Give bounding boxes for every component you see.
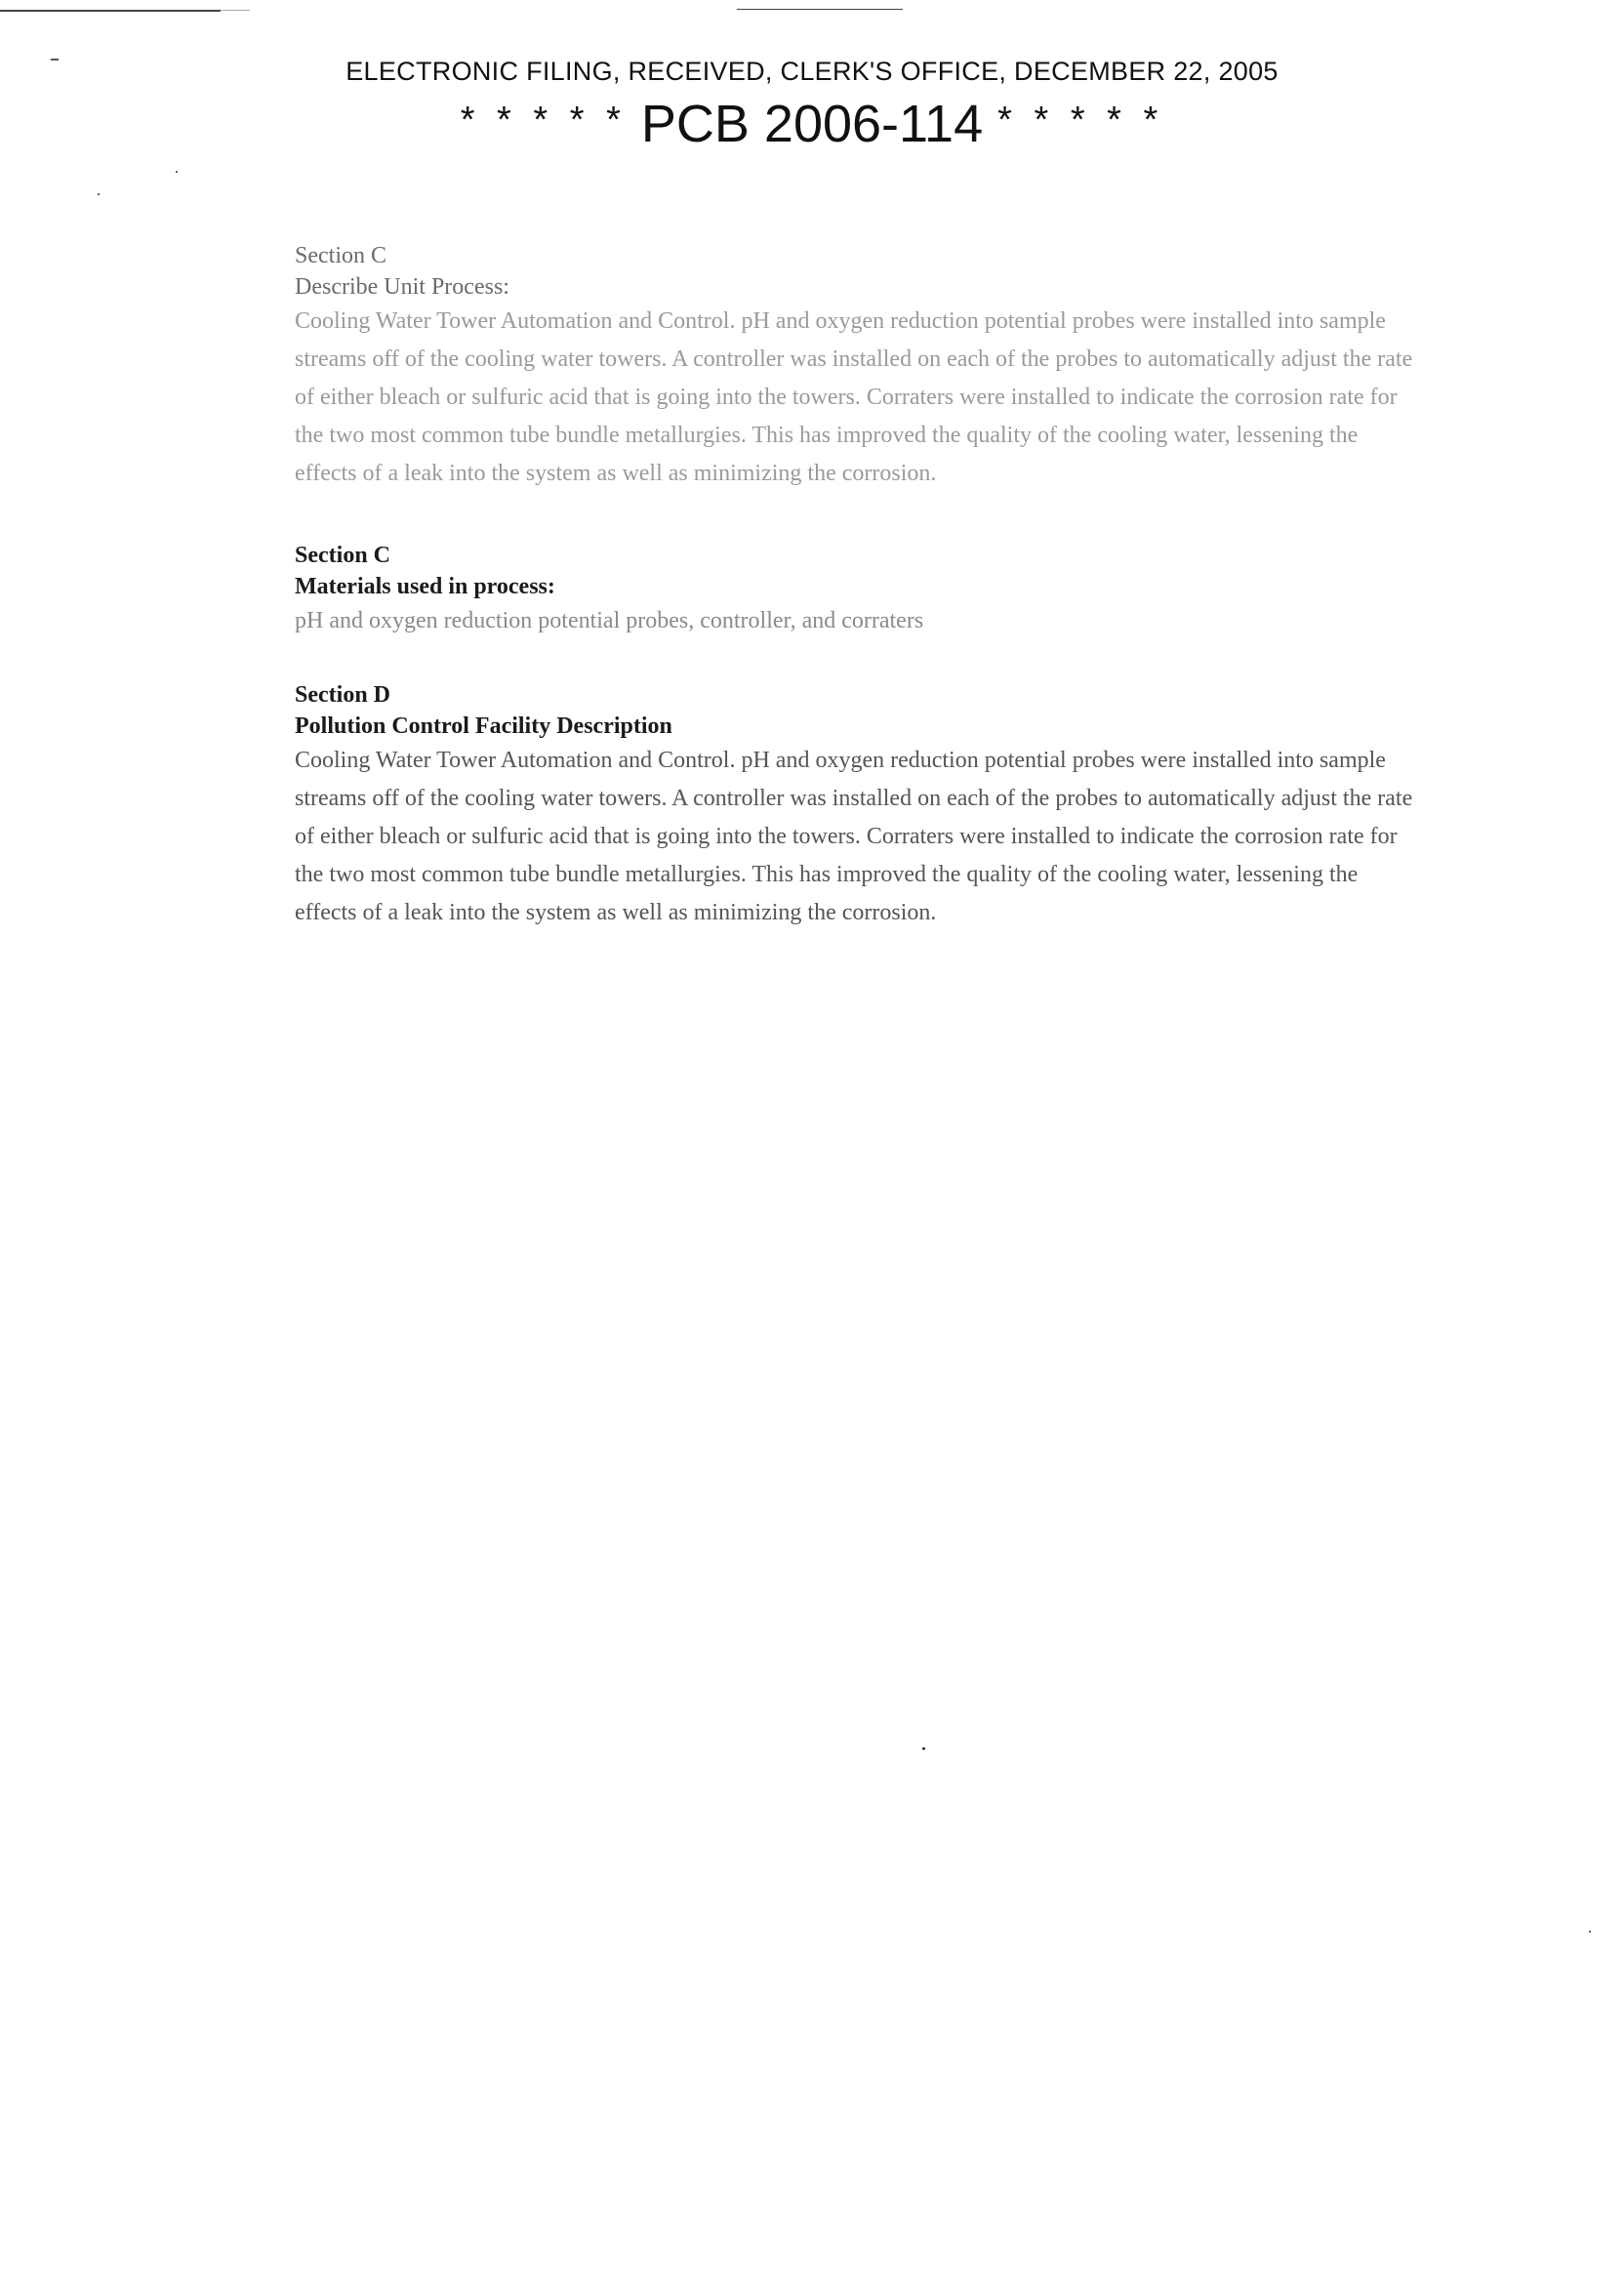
- scan-speck: [98, 193, 100, 195]
- stars-right: * * * * *: [997, 100, 1164, 141]
- section-pollution-control: [295, 679, 1417, 932]
- section-materials: [295, 540, 1417, 640]
- section-subtitle: Pollution Control Facility Description: [295, 713, 672, 739]
- section-title: Section D: [295, 682, 390, 708]
- scan-speck: [922, 1747, 925, 1750]
- section-describe-unit-process: [295, 240, 1417, 493]
- filing-stamp-text: ELECTRONIC FILING, RECEIVED, CLERK'S OFFICE, DECEMBER 22, 2005: [345, 57, 1279, 86]
- section-body-text: Cooling Water Tower Automation and Control. pH and oxygen reduction potential probes were installed into sample streams off of the cooling water towers. A controller was installed on each of the probes to automatically adjust the rate of either bleach or sulfuric acid that is going into the towers. Corraters were installed to indicate the corrosion rate for the two most common tube bundle metallurgies. This has improved the quality of the cooling water, lessening the effects of a leak into the system as well as minimizing the corrosion.: [295, 308, 1413, 486]
- section-title: Section C: [295, 543, 390, 568]
- scan-artifact-line: [737, 9, 903, 10]
- scan-speck: [1589, 1931, 1591, 1933]
- section-body-text: pH and oxygen reduction potential probes, controller, and corraters: [295, 608, 924, 633]
- scan-artifact-line: [221, 10, 250, 11]
- section-body-text: Cooling Water Tower Automation and Control. pH and oxygen reduction potential probes were installed into sample streams off of the cooling water towers. A controller was installed on each of the probes to automatically adjust the rate of either bleach or sulfuric acid that is going into the towers. Corraters were installed to indicate the corrosion rate for the two most common tube bundle metallurgies. This has improved the quality of the cooling water, lessening the effects of a leak into the system as well as minimizing the corrosion.: [295, 748, 1413, 925]
- case-number-line: [0, 94, 1624, 154]
- case-number: PCB 2006-114: [640, 95, 984, 153]
- scan-speck: [176, 171, 178, 173]
- scan-artifact-line: [0, 10, 221, 12]
- section-subtitle: Materials used in process:: [295, 574, 555, 599]
- section-subtitle: Describe Unit Process:: [295, 274, 509, 300]
- section-title: Section C: [295, 243, 386, 268]
- stars-left: * * * * *: [460, 100, 627, 141]
- document-body: [295, 240, 1417, 961]
